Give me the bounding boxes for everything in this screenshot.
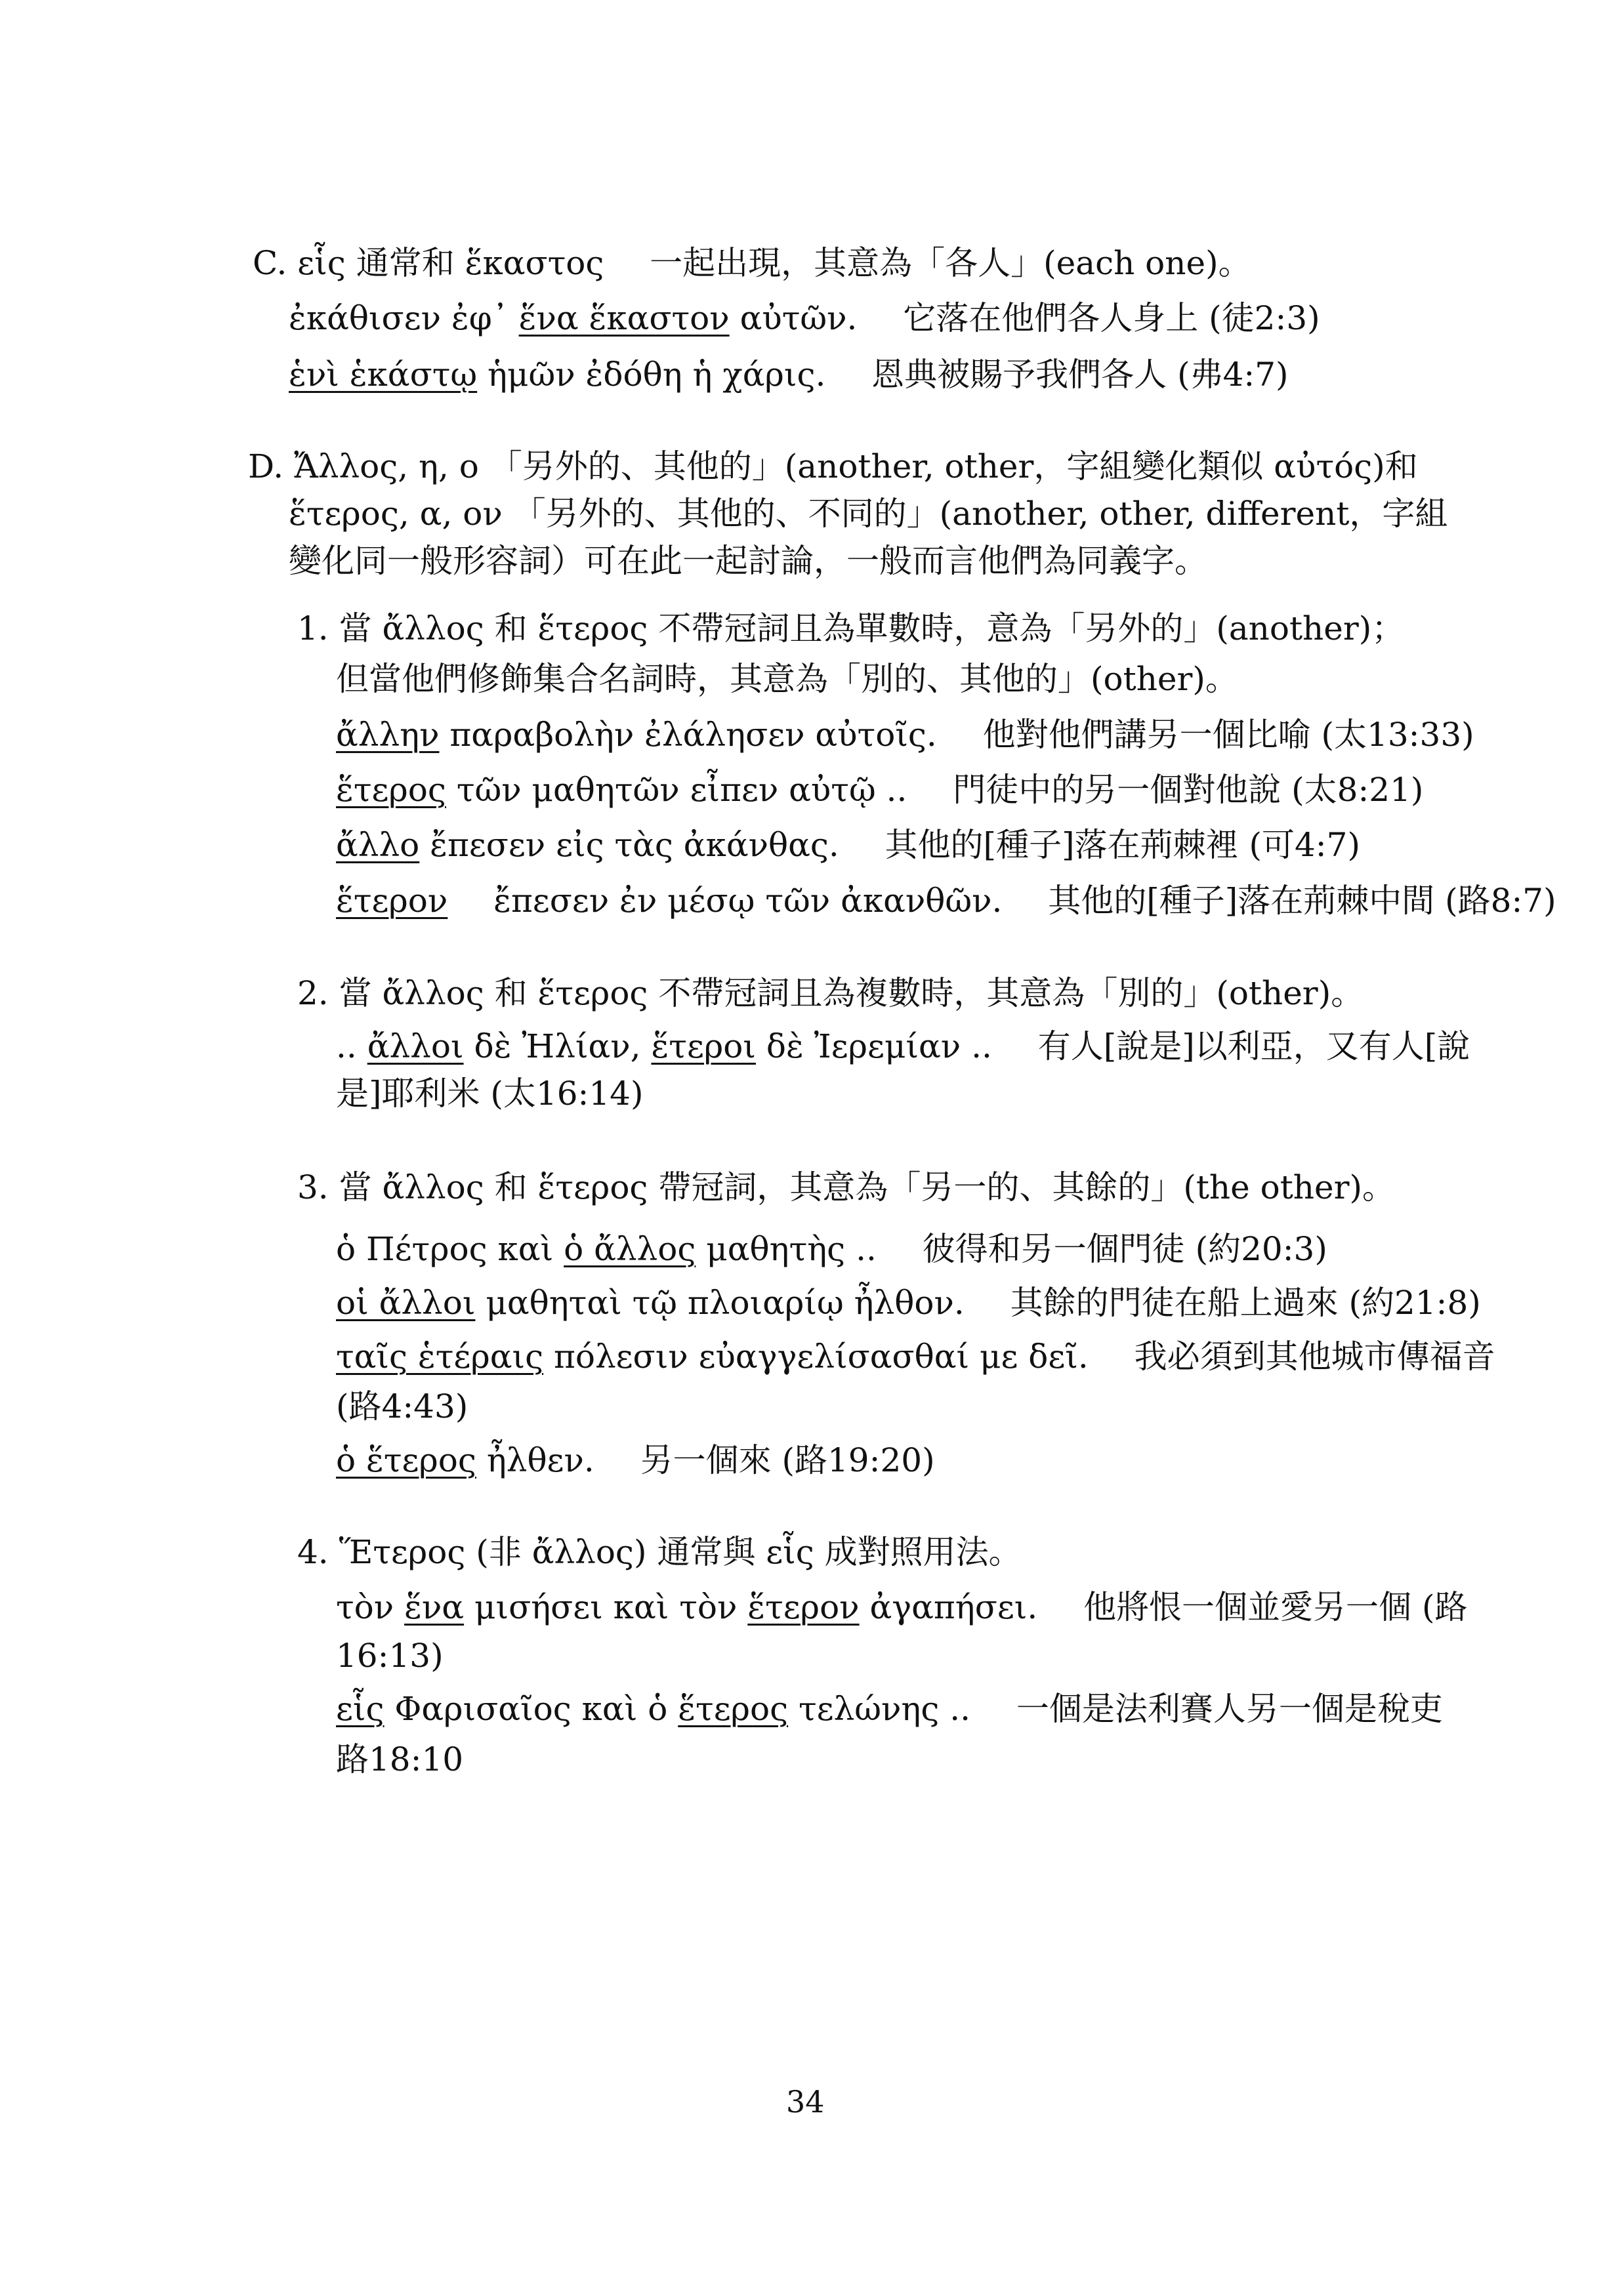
section-d-line-1: D. Ἄλλος, η, ο 「另外的、其他的」(another, other，字組變化類似 αὐτός)和: [248, 447, 1418, 485]
section-d-line-3: 變化同一般形容詞）可在此一起討論，一般而言他們為同義字。: [289, 542, 1207, 580]
point-3-example-4: ὁ ἕτερος ἦλθεν. 另一個來 (路19:20): [336, 1441, 935, 1479]
point-4-example-1-cont: 16:13): [336, 1637, 444, 1675]
point-3-line-1: 3. 當 ἄλλος 和 ἕτερος 帶冠詞，其意為「另一的、其餘的」(the other)。: [297, 1168, 1395, 1206]
point-3-example-1: ὁ Πέτρος καὶ ὁ ἄλλος μαθητὴς .. 彼得和另一個門徒 (約20:3): [336, 1230, 1327, 1268]
point-2-example-cont: 是]耶利米 (太16:14): [336, 1075, 644, 1113]
section-d-line-2: ἕτερος, α, ον 「另外的、其他的、不同的」(another, other, different，字組: [289, 495, 1448, 533]
point-4-example-2-cont: 路18:10: [336, 1740, 464, 1778]
point-1-line-1: 1. 當 ἄλλος 和 ἕτερος 不帶冠詞且為單數時，意為「另外的」(another)；: [297, 609, 1405, 647]
point-4-example-1: τὸν ἕνα μισήσει καὶ τὸν ἕτερον ἀγαπήσει. 他將恨一個並愛另一個 (路: [336, 1588, 1468, 1626]
point-4-line-1: 4. Ἕτερος (非 ἄλλος) 通常與 εἷς 成對照用法。: [297, 1533, 1022, 1571]
point-1-line-2: 但當他們修飾集合名詞時，其意為「別的、其他的」(other)。: [336, 660, 1238, 698]
point-1-example-2: ἕτερος τῶν μαθητῶν εἶπεν αὐτῷ .. 門徒中的另一個對他說 (太8:21): [336, 771, 1424, 809]
section-c-heading: C. εἷς 通常和 ἕκαστος 一起出現，其意為「各人」(each one)。: [253, 244, 1251, 282]
point-2-example: .. ἄλλοι δὲ Ἠλίαν, ἕτεροι δὲ Ἰερεμίαν .. 有人[說是]以利亞，又有人[說: [336, 1027, 1470, 1065]
page-number: 34: [786, 2084, 825, 2120]
section-c-example-2: ἑνὶ ἑκάστῳ ἡμῶν ἐδόθη ἡ χάρις. 恩典被賜予我們各人 (弗4:7): [289, 356, 1289, 394]
point-3-example-2: οἱ ἄλλοι μαθηταὶ τῷ πλοιαρίῳ ἦλθον. 其餘的門徒在船上過來 (約21:8): [336, 1284, 1481, 1322]
point-4-example-2: εἷς Φαρισαῖος καὶ ὁ ἕτερος τελώνης .. 一個是法利賽人另一個是稅吏: [336, 1690, 1443, 1728]
point-1-example-4: ἕτερον ἔπεσεν ἐν μέσῳ τῶν ἀκανθῶν. 其他的[種子]落在荊棘中間 (路8:7): [336, 882, 1556, 920]
point-3-example-3-cont: (路4:43): [336, 1387, 468, 1425]
section-c-example-1: ἐκάθισεν ἐφ᾽ ἕνα ἕκαστον αὐτῶν. 它落在他們各人身上 (徒2:3): [289, 299, 1320, 337]
point-1-example-3: ἄλλο ἔπεσεν εἰς τὰς ἀκάνθας. 其他的[種子]落在荊棘裡 (可4:7): [336, 826, 1360, 864]
point-3-example-3: ταῖς ἑτέραις πόλεσιν εὐαγγελίσασθαί με δεῖ. 我必須到其他城市傳福音: [336, 1338, 1495, 1376]
point-1-example-1: ἄλλην παραβολὴν ἐλάλησεν αὐτοῖς. 他對他們講另一個比喻 (太13:33): [336, 716, 1474, 754]
point-2-line-1: 2. 當 ἄλλος 和 ἕτερος 不帶冠詞且為複數時，其意為「別的」(other)。: [297, 974, 1364, 1012]
